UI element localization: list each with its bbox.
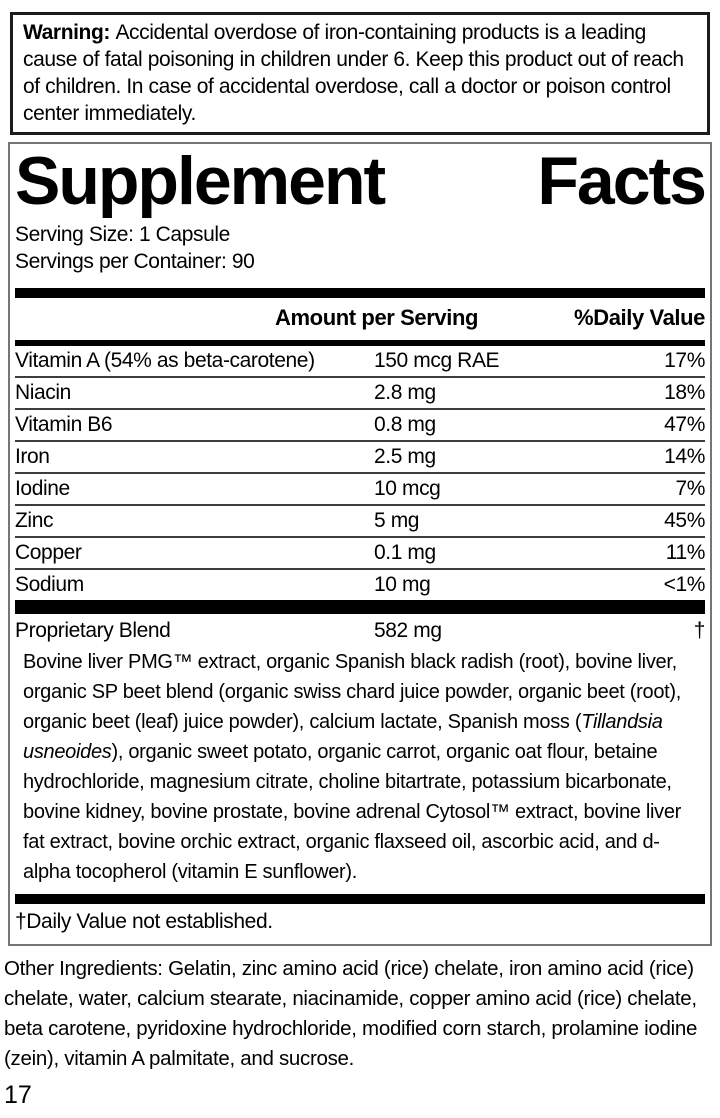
- proprietary-blend-row: [15, 614, 705, 645]
- nutrient-name: Iron: [15, 445, 50, 468]
- nutrient-amount: 2.5 mg: [374, 445, 436, 468]
- nutrient-name: Zinc: [15, 509, 54, 532]
- nutrient-name: Vitamin A (54% as beta-carotene): [15, 349, 315, 372]
- nutrient-daily-value: 45%: [664, 509, 705, 532]
- page-number: 17: [4, 1081, 32, 1109]
- divider-bar-thick: [15, 894, 705, 904]
- table-row: [15, 474, 705, 506]
- table-row: [15, 442, 705, 474]
- proprietary-blend-name: Proprietary Blend: [15, 619, 171, 642]
- nutrient-name: Sodium: [15, 573, 84, 596]
- nutrient-daily-value: 14%: [664, 445, 705, 468]
- other-ingredients-text: Other Ingredients: Gelatin, zinc amino acid (rice) chelate, iron amino acid (rice) chelate, water, calcium stearate, niacinamide, copper amino acid (rice) chelate, beta carotene, pyridoxine hydrochloride, modified corn starch, prolamine iodine (zein), vitamin A palmitate, and sucrose.: [4, 957, 698, 1070]
- nutrient-name: Copper: [15, 541, 82, 564]
- nutrient-name: Vitamin B6: [15, 413, 113, 436]
- nutrient-daily-value: 18%: [664, 381, 705, 404]
- column-header-daily-value: %Daily Value: [574, 305, 705, 330]
- table-row: [15, 506, 705, 538]
- nutrient-amount: 10 mcg: [374, 477, 441, 500]
- nutrient-table: [15, 346, 705, 600]
- nutrient-daily-value: 11%: [665, 541, 705, 564]
- nutrient-amount: 5 mg: [374, 509, 420, 532]
- nutrient-amount: 0.1 mg: [374, 541, 436, 564]
- nutrient-daily-value: 47%: [664, 413, 705, 436]
- warning-text: Warning: Accidental overdose of iron-containing products is a leading cause of fatal poisoning in children under 6. Keep this product out of reach of children. In case of accidental overdose, call a doctor or poison control center immediately.: [23, 21, 684, 125]
- nutrient-name: Niacin: [15, 381, 71, 404]
- nutrient-daily-value: 7%: [675, 477, 705, 500]
- supplement-facts-panel: [8, 142, 712, 946]
- facts-table-header: [15, 298, 705, 340]
- servings-per-container: Servings per Container: 90: [15, 250, 255, 273]
- daily-value-footnote: †Daily Value not established.: [15, 910, 273, 933]
- warning-box: [10, 12, 710, 135]
- nutrient-amount: 0.8 mg: [374, 413, 436, 436]
- table-row: [15, 538, 705, 570]
- divider-bar-thick: [15, 600, 705, 614]
- nutrient-daily-value: 17%: [664, 349, 705, 372]
- proprietary-blend-description: Bovine liver PMG™ extract, organic Spanish black radish (root), bovine liver, organic SP beet blend (organic swiss chard juice powder, organic beet (root), organic beet (leaf) juice powder), calcium lactate, Spanish moss (Tillandsia usneoides), organic sweet potato, organic carrot, organic oat flour, betaine hydrochloride, magnesium citrate, choline bitartrate, potassium bicarbonate, bovine kidney, bovine prostate, bovine adrenal Cytosol™ extract, bovine liver fat extract, bovine orchic extract, organic flaxseed oil, ascorbic acid, and d-alpha tocopherol (vitamin E sunflower).: [23, 651, 682, 883]
- table-row: [15, 346, 705, 378]
- divider-bar-thick: [15, 288, 705, 298]
- supplement-facts-title: Supplement Facts: [15, 143, 705, 219]
- table-row: [15, 570, 705, 600]
- nutrient-amount: 2.8 mg: [374, 381, 436, 404]
- column-header-amount: Amount per Serving: [275, 305, 479, 330]
- serving-size: Serving Size: 1 Capsule: [15, 223, 230, 246]
- table-row: [15, 378, 705, 410]
- proprietary-blend-dagger: †: [693, 619, 705, 642]
- serving-info: [15, 221, 705, 275]
- nutrient-name: Iodine: [15, 477, 70, 500]
- proprietary-blend-amount: 582 mg: [374, 619, 442, 642]
- nutrient-daily-value: <1%: [663, 573, 705, 596]
- table-row: [15, 410, 705, 442]
- nutrient-amount: 10 mg: [374, 573, 431, 596]
- nutrient-amount: 150 mcg RAE: [374, 349, 500, 372]
